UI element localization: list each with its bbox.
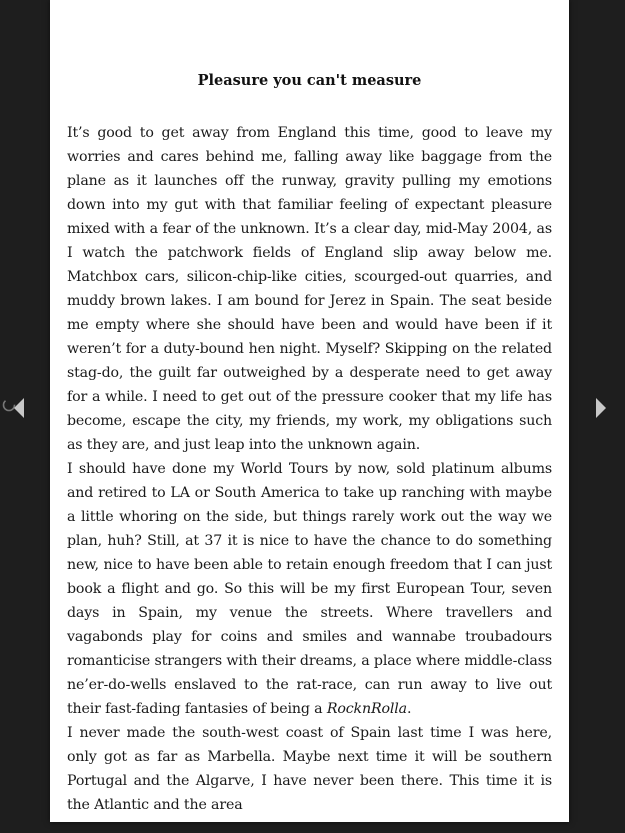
italic-text: RocknRolla <box>326 701 407 717</box>
paragraph: It’s good to get away from England this time, good to leave my worries and cares behind me, falling away like baggage from the plane as it launches off the runway, gravity pulling my emotions down into my gut with that familiar feeling of expectant pleasure mixed with a fear of the unknown. It’s a clear day, mid-May 2004, as I watch the patchwork fields of England slip away below me. Matchbox cars, silicon-chip-like cities, scourged-out quarries, and muddy brown lakes. I am bound for Jerez in Spain. The seat beside me empty where she should have been and would have been if it weren’t for a duty-bound hen night. Myself? Skipping on the related stag-do, the guilt far outweighed by a desperate need to get away for a while. I need to get out of the pressure cooker that my life has become, escape the city, my friends, my work, my obligations such as they are, and just leap into the unknown again. <box>67 125 552 453</box>
book-page <box>50 0 569 822</box>
paragraph: I should have done my World Tours by now, sold platinum albums and retired to LA or South America to take up ranching with maybe a little whoring on the side, but things rarely work out the way we plan, huh? Still, at 37 it is nice to have the chance to do something new, nice to have been able to retain enough freedom that I can just book a flight and go. So this will be my first European Tour, seven days in Spain, my venue the streets. Where travellers and vagabonds play for coins and smiles and wannabe troubadours romanticise strangers with their dreams, a place where middle-class ne’er-do-wells enslaved to the rat-race, can run away to live out their fast-fading fantasies of being a RocknRolla. <box>67 461 552 717</box>
arrow-right-icon <box>595 397 607 419</box>
arrow-left-icon <box>13 397 25 419</box>
paragraph: I never made the south-west coast of Spain last time I was here, only got as far as Marbella. Maybe next time it will be southern Portugal and the Algarve, I have never been there. This time it is the Atlantic and the area <box>67 725 552 813</box>
previous-page-button[interactable] <box>4 394 34 422</box>
page-content <box>67 70 552 817</box>
next-page-button[interactable] <box>586 394 616 422</box>
chapter-title: Pleasure you can't measure <box>197 72 422 89</box>
